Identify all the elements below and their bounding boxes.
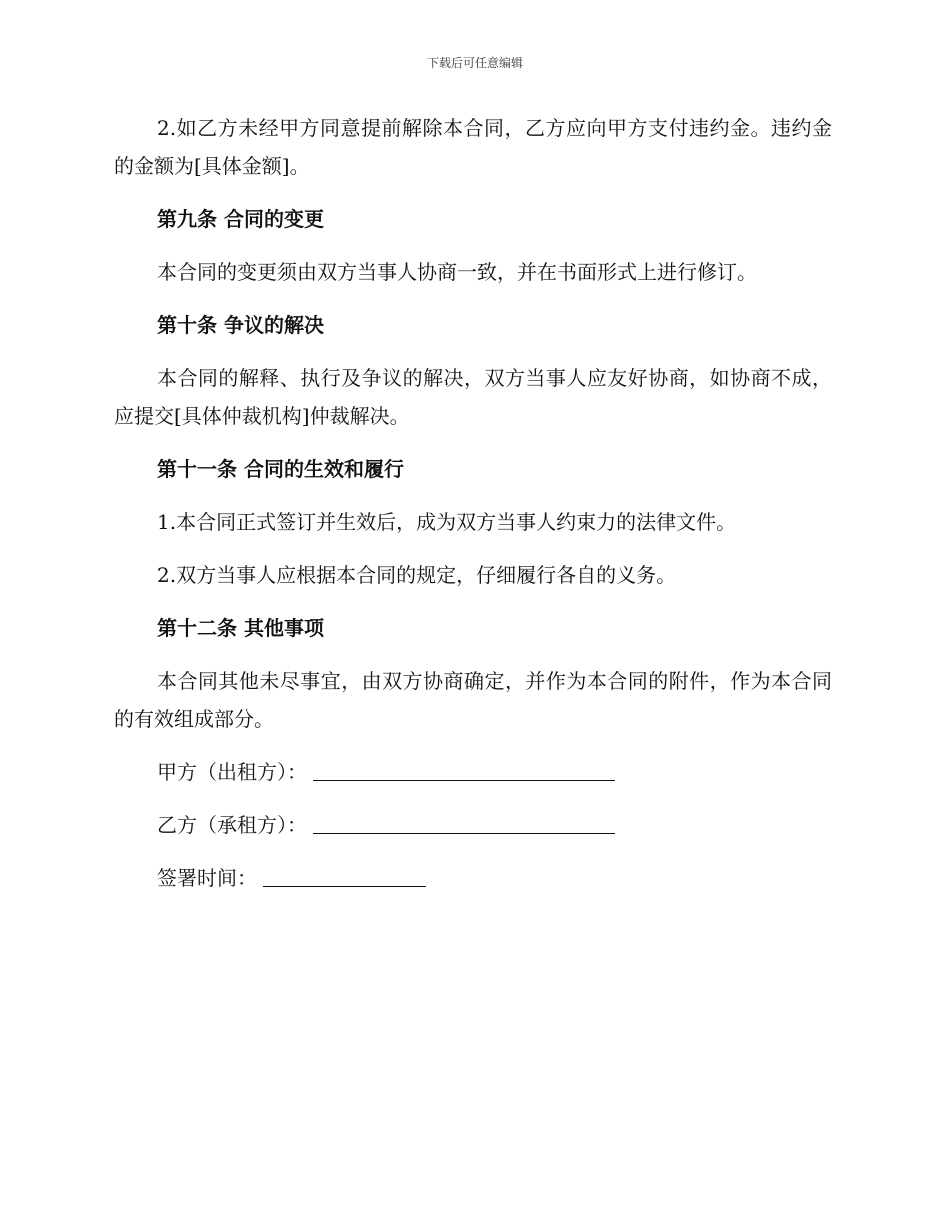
article-9-heading: 第九条 合同的变更 [157, 207, 324, 231]
party-b-signature-row [114, 806, 832, 844]
party-a-signature-line[interactable] [313, 756, 615, 781]
party-a-label: 甲方（出租方）： [157, 760, 307, 784]
party-a-signature-row [114, 753, 832, 791]
party-b-signature-line[interactable] [313, 809, 615, 834]
article-12-paragraph: 本合同其他未尽事宜，由双方协商确定，并作为本合同的附件，作为本合同的有效组成部分。 [114, 669, 832, 731]
article-11-item-2: 2.双方当事人应根据本合同的规定，仔细履行各自的义务。 [157, 563, 677, 587]
penalty-clause-paragraph: 2.如乙方未经甲方同意提前解除本合同，乙方应向甲方支付违约金。违约金的金额为[具体金额]。 [114, 116, 832, 178]
sign-time-label: 签署时间： [157, 866, 257, 890]
article-10-paragraph: 本合同的解释、执行及争议的解决，双方当事人应友好协商，如协商不成，应提交[具体仲裁机构]仲裁解决。 [114, 366, 832, 428]
article-11-heading: 第十一条 合同的生效和履行 [157, 457, 404, 481]
article-10-heading: 第十条 争议的解决 [157, 313, 324, 337]
page-header: 下载后可任意编辑 [426, 56, 523, 70]
document-body [114, 109, 832, 912]
sign-time-line[interactable] [263, 862, 426, 887]
article-11-item-1: 1.本合同正式签订并生效后，成为双方当事人约束力的法律文件。 [157, 510, 737, 534]
sign-time-row [114, 859, 832, 897]
party-b-label: 乙方（承租方）： [157, 813, 307, 837]
article-9-paragraph: 本合同的变更须由双方当事人协商一致，并在书面形式上进行修订。 [157, 260, 757, 284]
article-12-heading: 第十二条 其他事项 [157, 616, 324, 640]
